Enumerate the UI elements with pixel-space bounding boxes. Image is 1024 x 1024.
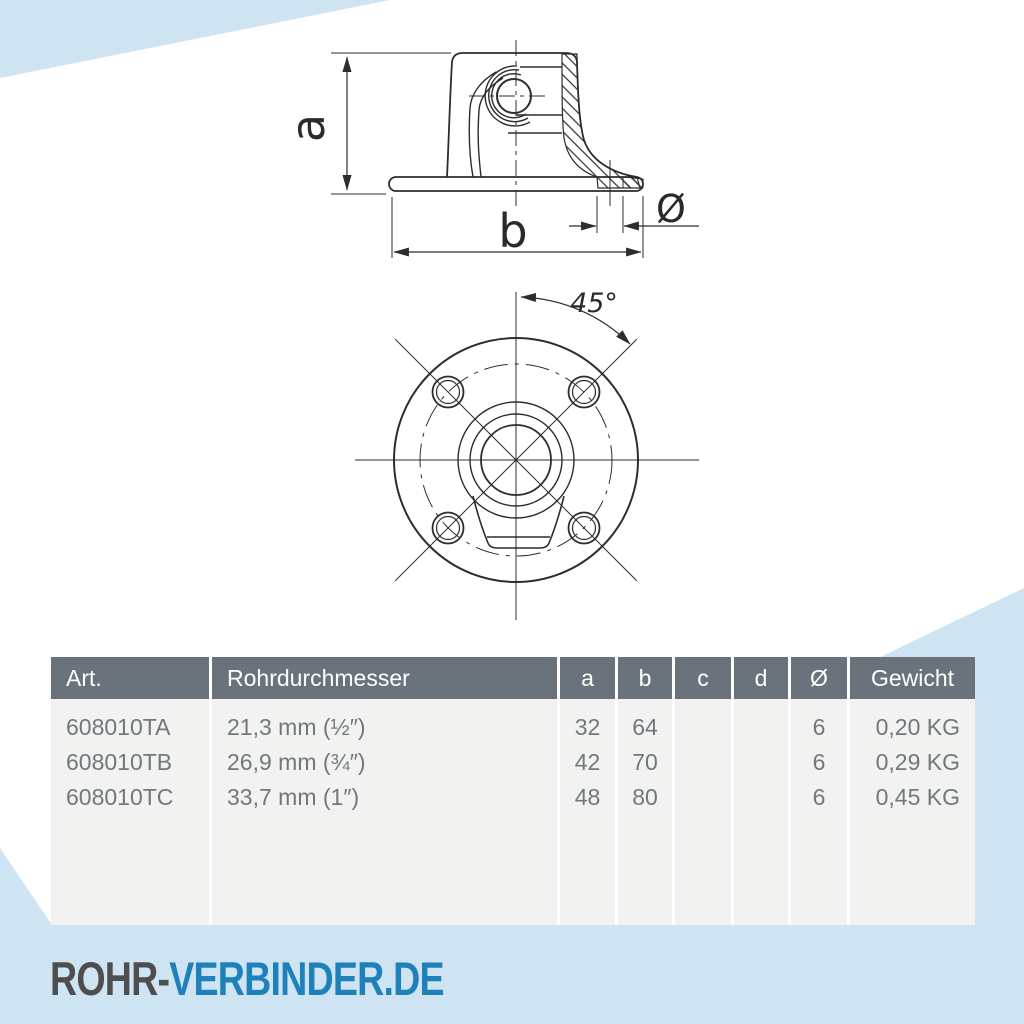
- table-cell: 0,29 KG: [875, 749, 960, 775]
- table-cell: 608010TA: [66, 714, 171, 740]
- plan-view: [355, 288, 699, 620]
- table-cell: 6: [812, 714, 826, 740]
- column-gewicht: [847, 657, 975, 925]
- table-cell: 42: [574, 749, 601, 775]
- column-rohrdurchmesser: [209, 657, 557, 925]
- column-header: c: [675, 657, 731, 699]
- side-view: [281, 40, 699, 258]
- table-cell: 64: [632, 714, 658, 740]
- column-header: Rohrdurchmesser: [212, 657, 557, 699]
- table-cell: 21,3 mm (½″): [227, 714, 366, 740]
- table-cell: 32: [574, 714, 601, 740]
- dim-b-label: b: [498, 204, 528, 258]
- table-cell: 0,20 KG: [875, 714, 960, 740]
- table-cell: 80: [632, 784, 658, 810]
- table-cell: 70: [632, 749, 658, 775]
- dimension-angle: [521, 288, 630, 344]
- dim-diameter-label: Ø: [656, 187, 686, 231]
- column-art: [51, 657, 209, 925]
- column-header: d: [734, 657, 788, 699]
- column-c: [672, 657, 731, 925]
- logo-part-gray: ROHR-: [50, 952, 170, 1005]
- table-cell: 0,45 KG: [875, 784, 960, 810]
- logo-part-blue: VERBINDER.DE: [169, 952, 444, 1005]
- table-cell: [734, 710, 788, 745]
- table-cell: 608010TC: [66, 784, 174, 810]
- angle-label: 45°: [570, 288, 618, 319]
- table-cell: [734, 780, 788, 815]
- column-header: a: [560, 657, 615, 699]
- dimension-a: [281, 53, 451, 194]
- corner-wedge-bottom-left: [0, 848, 52, 925]
- dimension-b: [392, 196, 643, 258]
- column-d: [731, 657, 788, 925]
- column-header: Art.: [51, 657, 209, 699]
- column-header: b: [618, 657, 672, 699]
- spec-table: [51, 657, 975, 925]
- column-a: [557, 657, 615, 925]
- table-cell: 33,7 mm (1″): [227, 784, 360, 810]
- table-cell: 6: [812, 784, 826, 810]
- table-cell: 608010TB: [66, 749, 173, 775]
- logo: [50, 951, 444, 1005]
- table-cell: 48: [574, 784, 601, 810]
- table-cell: [675, 745, 731, 780]
- table-cell: [675, 780, 731, 815]
- column-diameter: [788, 657, 847, 925]
- column-b: [615, 657, 672, 925]
- table-cell: 6: [812, 749, 826, 775]
- column-header: Gewicht: [850, 657, 975, 699]
- table-cell: 26,9 mm (¾″): [227, 749, 366, 775]
- table-cell: [675, 710, 731, 745]
- table-cell: [734, 745, 788, 780]
- column-header: Ø: [791, 657, 847, 699]
- dimension-diameter: [569, 187, 699, 233]
- dim-a-label: a: [281, 113, 335, 143]
